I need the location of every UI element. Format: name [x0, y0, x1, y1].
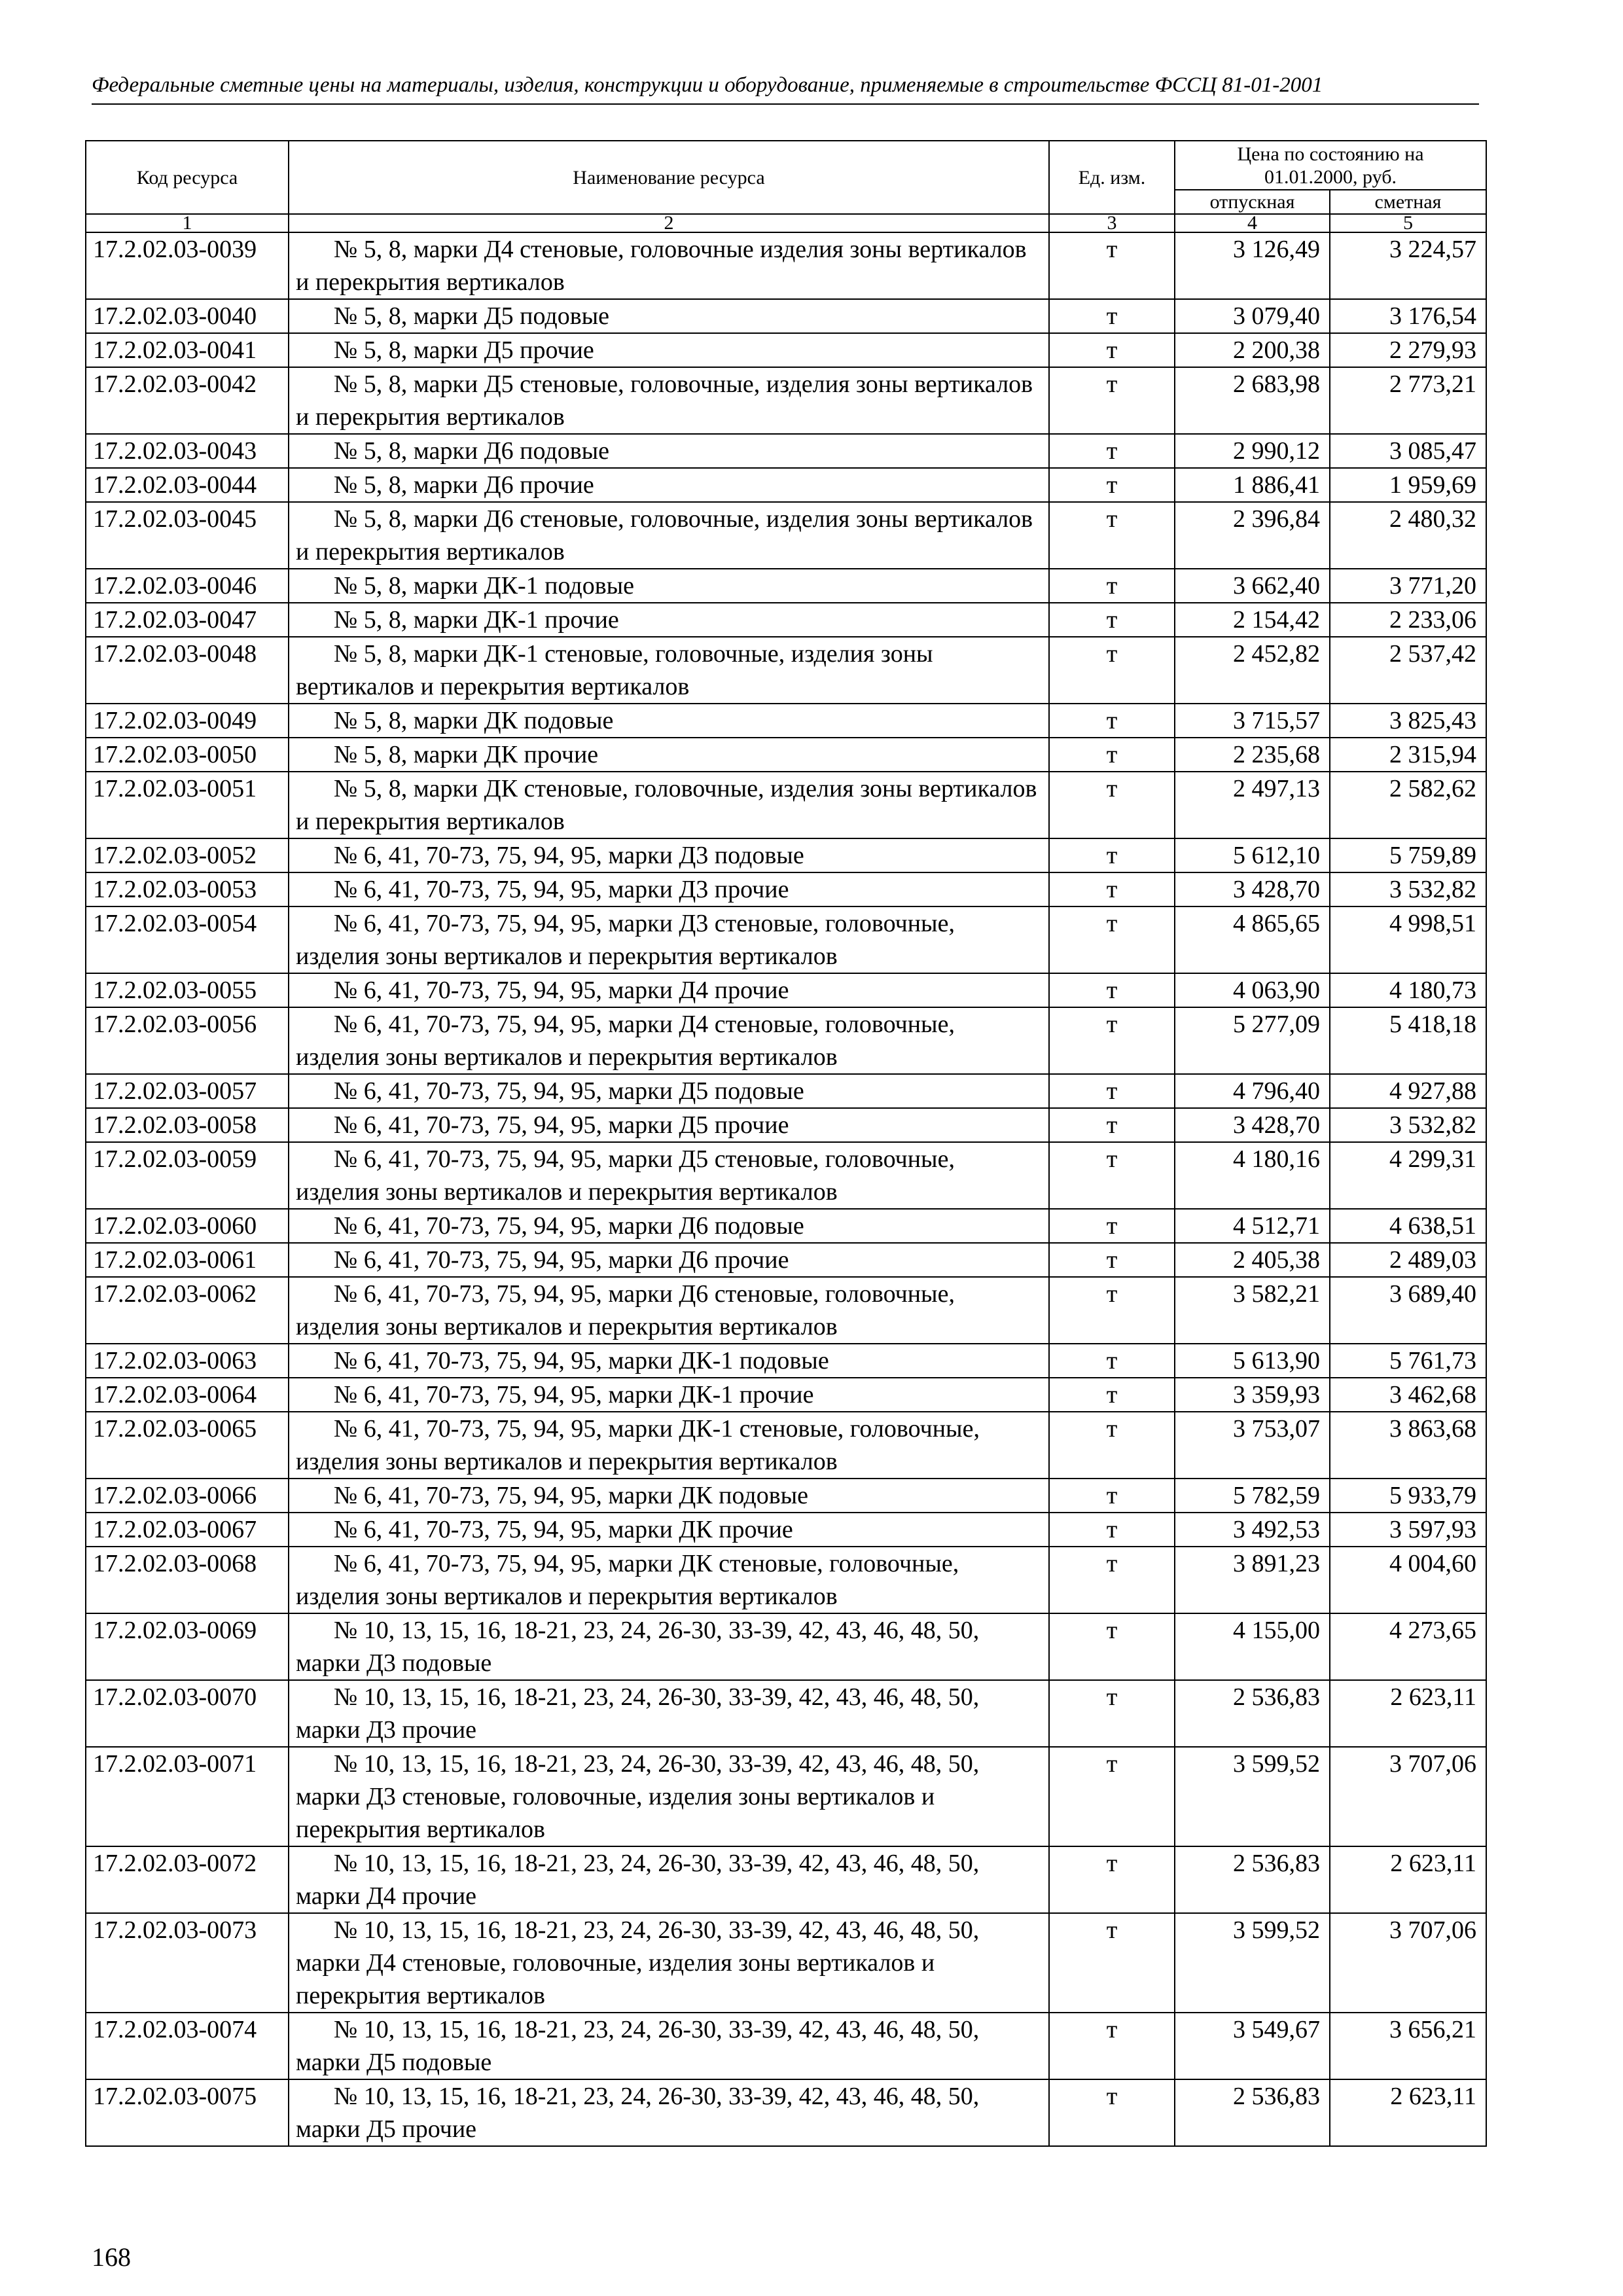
resource-name-text: № 6, 41, 70-73, 75, 94, 95, марки ДК-1 стеновые, головочные, изделия зоны вертикалов и перекрытия вертикалов	[296, 1415, 980, 1475]
unit: т	[1049, 1412, 1175, 1479]
estimate-price: 3 532,82	[1330, 872, 1486, 906]
unit: т	[1049, 1007, 1175, 1074]
release-price: 2 200,38	[1175, 333, 1330, 367]
resource-name	[289, 973, 1049, 1007]
release-price: 3 079,40	[1175, 299, 1330, 333]
resource-name-text: № 6, 41, 70-73, 75, 94, 95, марки Д4 стеновые, головочные, изделия зоны вертикалов и перекрытия вертикалов	[296, 1011, 955, 1071]
table-row	[86, 299, 1486, 333]
unit: т	[1049, 973, 1175, 1007]
table-row	[86, 1108, 1486, 1142]
resource-name	[289, 1007, 1049, 1074]
release-price: 3 126,49	[1175, 232, 1330, 299]
resource-name	[289, 906, 1049, 973]
estimate-price: 2 773,21	[1330, 367, 1486, 434]
estimate-price: 3 462,68	[1330, 1378, 1486, 1412]
resource-code: 17.2.02.03-0067	[86, 1513, 289, 1547]
resource-code: 17.2.02.03-0041	[86, 333, 289, 367]
column-number-row	[86, 214, 1486, 232]
resource-name-text: № 6, 41, 70-73, 75, 94, 95, марки ДК-1 подовые	[334, 1347, 829, 1374]
resource-name	[289, 1108, 1049, 1142]
release-price: 2 405,38	[1175, 1243, 1330, 1277]
unit: т	[1049, 333, 1175, 367]
release-price: 3 428,70	[1175, 872, 1330, 906]
unit: т	[1049, 1142, 1175, 1209]
table-row	[86, 872, 1486, 906]
unit: т	[1049, 1747, 1175, 1846]
resource-name	[289, 872, 1049, 906]
estimate-price: 3 707,06	[1330, 1913, 1486, 2013]
table-row	[86, 1142, 1486, 1209]
table-row	[86, 973, 1486, 1007]
release-price: 2 536,83	[1175, 1846, 1330, 1913]
resource-name-text: № 6, 41, 70-73, 75, 94, 95, марки Д5 подовые	[334, 1077, 804, 1105]
release-price: 3 599,52	[1175, 1913, 1330, 2013]
resource-code: 17.2.02.03-0062	[86, 1277, 289, 1344]
unit: т	[1049, 1547, 1175, 1613]
resource-code: 17.2.02.03-0050	[86, 738, 289, 772]
resource-code: 17.2.02.03-0040	[86, 299, 289, 333]
table-row	[86, 1074, 1486, 1108]
unit: т	[1049, 434, 1175, 468]
table-row	[86, 1412, 1486, 1479]
resource-name	[289, 1074, 1049, 1108]
resource-name	[289, 2079, 1049, 2146]
unit: т	[1049, 872, 1175, 906]
resource-code: 17.2.02.03-0049	[86, 704, 289, 738]
resource-code: 17.2.02.03-0061	[86, 1243, 289, 1277]
unit: т	[1049, 299, 1175, 333]
table-row	[86, 1378, 1486, 1412]
resource-name-text: № 6, 41, 70-73, 75, 94, 95, марки Д4 прочие	[334, 977, 789, 1004]
unit: т	[1049, 1277, 1175, 1344]
unit: т	[1049, 468, 1175, 502]
estimate-price: 4 273,65	[1330, 1613, 1486, 1680]
estimate-price: 3 176,54	[1330, 299, 1486, 333]
table-row	[86, 1513, 1486, 1547]
resource-code: 17.2.02.03-0073	[86, 1913, 289, 2013]
column-number: 5	[1330, 214, 1486, 232]
release-price: 2 990,12	[1175, 434, 1330, 468]
resource-code: 17.2.02.03-0054	[86, 906, 289, 973]
unit: т	[1049, 1243, 1175, 1277]
release-price: 2 536,83	[1175, 2079, 1330, 2146]
resource-code: 17.2.02.03-0058	[86, 1108, 289, 1142]
resource-name	[289, 1277, 1049, 1344]
column-number: 2	[289, 214, 1049, 232]
estimate-price: 3 771,20	[1330, 569, 1486, 603]
unit: т	[1049, 569, 1175, 603]
estimate-price: 2 582,62	[1330, 772, 1486, 838]
unit: т	[1049, 1209, 1175, 1243]
resource-name-text: № 6, 41, 70-73, 75, 94, 95, марки Д5 стеновые, головочные, изделия зоны вертикалов и перекрытия вертикалов	[296, 1145, 955, 1206]
unit: т	[1049, 1846, 1175, 1913]
resource-name	[289, 1209, 1049, 1243]
release-price: 3 492,53	[1175, 1513, 1330, 1547]
estimate-price: 3 863,68	[1330, 1412, 1486, 1479]
column-number: 4	[1175, 214, 1330, 232]
resource-code: 17.2.02.03-0057	[86, 1074, 289, 1108]
unit: т	[1049, 1913, 1175, 2013]
unit: т	[1049, 1479, 1175, 1513]
resource-code: 17.2.02.03-0055	[86, 973, 289, 1007]
release-price: 2 235,68	[1175, 738, 1330, 772]
estimate-price: 5 933,79	[1330, 1479, 1486, 1513]
column-header-name: Наименование ресурса	[289, 141, 1049, 214]
table-row	[86, 637, 1486, 704]
table-row	[86, 838, 1486, 872]
resource-code: 17.2.02.03-0048	[86, 637, 289, 704]
column-number: 3	[1049, 214, 1175, 232]
table-row	[86, 772, 1486, 838]
table-row	[86, 1479, 1486, 1513]
resource-name	[289, 1243, 1049, 1277]
resource-name-text: № 5, 8, марки ДК подовые	[334, 707, 614, 734]
resource-name-text: № 6, 41, 70-73, 75, 94, 95, марки Д6 подовые	[334, 1212, 804, 1240]
column-header-estimate-price: сметная	[1330, 190, 1486, 214]
resource-code: 17.2.02.03-0064	[86, 1378, 289, 1412]
estimate-price: 2 623,11	[1330, 1846, 1486, 1913]
resource-code: 17.2.02.03-0044	[86, 468, 289, 502]
estimate-price: 2 480,32	[1330, 502, 1486, 569]
column-header-price-line2: 01.01.2000, руб.	[1264, 166, 1397, 188]
resource-code: 17.2.02.03-0047	[86, 603, 289, 637]
unit: т	[1049, 1074, 1175, 1108]
release-price: 2 536,83	[1175, 1680, 1330, 1747]
release-price: 3 582,21	[1175, 1277, 1330, 1344]
estimate-price: 5 418,18	[1330, 1007, 1486, 1074]
resource-name-text: № 10, 13, 15, 16, 18-21, 23, 24, 26-30, 33-39, 42, 43, 46, 48, 50, марки Д3 стеновые, головочные, изделия зоны вертикалов и перекрытия вертикалов	[296, 1750, 980, 1843]
release-price: 5 612,10	[1175, 838, 1330, 872]
resource-code: 17.2.02.03-0052	[86, 838, 289, 872]
estimate-price: 4 927,88	[1330, 1074, 1486, 1108]
release-price: 5 782,59	[1175, 1479, 1330, 1513]
release-price: 4 063,90	[1175, 973, 1330, 1007]
resource-name	[289, 738, 1049, 772]
resource-name-text: № 5, 8, марки ДК стеновые, головочные, изделия зоны вертикалов и перекрытия вертикалов	[296, 775, 1037, 835]
resource-code: 17.2.02.03-0051	[86, 772, 289, 838]
unit: т	[1049, 637, 1175, 704]
resource-name-text: № 5, 8, марки ДК-1 подовые	[334, 572, 635, 600]
resource-name	[289, 1913, 1049, 2013]
resource-name	[289, 1479, 1049, 1513]
release-price: 4 796,40	[1175, 1074, 1330, 1108]
resource-name	[289, 1378, 1049, 1412]
unit: т	[1049, 2013, 1175, 2079]
unit: т	[1049, 502, 1175, 569]
table-row	[86, 603, 1486, 637]
unit: т	[1049, 1680, 1175, 1747]
release-price: 1 886,41	[1175, 468, 1330, 502]
resource-name	[289, 1142, 1049, 1209]
resource-name	[289, 333, 1049, 367]
estimate-price: 3 597,93	[1330, 1513, 1486, 1547]
release-price: 3 599,52	[1175, 1747, 1330, 1846]
resource-name-text: № 6, 41, 70-73, 75, 94, 95, марки Д3 прочие	[334, 876, 789, 903]
header-rule	[92, 103, 1479, 105]
release-price: 5 613,90	[1175, 1344, 1330, 1378]
resource-code: 17.2.02.03-0056	[86, 1007, 289, 1074]
release-price: 2 683,98	[1175, 367, 1330, 434]
table-row	[86, 2079, 1486, 2146]
estimate-price: 3 689,40	[1330, 1277, 1486, 1344]
unit: т	[1049, 1613, 1175, 1680]
resource-name-text: № 5, 8, марки ДК-1 стеновые, головочные, изделия зоны вертикалов и перекрытия вертикалов	[296, 640, 933, 700]
resource-name	[289, 367, 1049, 434]
table-row	[86, 1547, 1486, 1613]
page-number: 168	[92, 2242, 131, 2272]
resource-code: 17.2.02.03-0060	[86, 1209, 289, 1243]
resource-code: 17.2.02.03-0066	[86, 1479, 289, 1513]
resource-name-text: № 6, 41, 70-73, 75, 94, 95, марки Д3 подовые	[334, 842, 804, 869]
resource-code: 17.2.02.03-0063	[86, 1344, 289, 1378]
resource-code: 17.2.02.03-0039	[86, 232, 289, 299]
resource-name-text: № 5, 8, марки Д4 стеновые, головочные изделия зоны вертикалов и перекрытия вертикалов	[296, 236, 1027, 296]
unit: т	[1049, 1108, 1175, 1142]
resource-name	[289, 1344, 1049, 1378]
estimate-price: 2 279,93	[1330, 333, 1486, 367]
table-row	[86, 1209, 1486, 1243]
resource-name	[289, 772, 1049, 838]
resource-name-text: № 6, 41, 70-73, 75, 94, 95, марки ДК стеновые, головочные, изделия зоны вертикалов и перекрытия вертикалов	[296, 1550, 959, 1610]
table-row	[86, 569, 1486, 603]
unit: т	[1049, 232, 1175, 299]
unit: т	[1049, 906, 1175, 973]
document-header-title: Федеральные сметные цены на материалы, изделия, конструкции и оборудование, применяемые в строительстве ФССЦ 81-01-2001	[92, 73, 1323, 97]
column-header-price-line1: Цена по состоянию на	[1237, 143, 1424, 165]
estimate-price: 4 004,60	[1330, 1547, 1486, 1613]
release-price: 3 715,57	[1175, 704, 1330, 738]
estimate-price: 5 759,89	[1330, 838, 1486, 872]
release-price: 2 396,84	[1175, 502, 1330, 569]
resource-name	[289, 2013, 1049, 2079]
unit: т	[1049, 1513, 1175, 1547]
resource-name	[289, 1846, 1049, 1913]
release-price: 3 753,07	[1175, 1412, 1330, 1479]
column-header-code: Код ресурса	[86, 141, 289, 214]
table-row	[86, 333, 1486, 367]
table-row	[86, 1243, 1486, 1277]
price-table	[85, 140, 1487, 2147]
release-price: 3 428,70	[1175, 1108, 1330, 1142]
release-price: 2 452,82	[1175, 637, 1330, 704]
release-price: 4 155,00	[1175, 1613, 1330, 1680]
estimate-price: 2 233,06	[1330, 603, 1486, 637]
table-row	[86, 502, 1486, 569]
unit: т	[1049, 1344, 1175, 1378]
column-header-unit: Ед. изм.	[1049, 141, 1175, 214]
release-price: 2 497,13	[1175, 772, 1330, 838]
resource-name	[289, 1412, 1049, 1479]
release-price: 3 891,23	[1175, 1547, 1330, 1613]
release-price: 4 512,71	[1175, 1209, 1330, 1243]
unit: т	[1049, 603, 1175, 637]
resource-name	[289, 232, 1049, 299]
resource-name	[289, 468, 1049, 502]
resource-code: 17.2.02.03-0065	[86, 1412, 289, 1479]
unit: т	[1049, 838, 1175, 872]
estimate-price: 4 299,31	[1330, 1142, 1486, 1209]
resource-name-text: № 5, 8, марки Д6 прочие	[334, 471, 594, 499]
estimate-price: 3 656,21	[1330, 2013, 1486, 2079]
resource-name-text: № 10, 13, 15, 16, 18-21, 23, 24, 26-30, 33-39, 42, 43, 46, 48, 50, марки Д3 прочие	[296, 1683, 980, 1744]
estimate-price: 3 825,43	[1330, 704, 1486, 738]
release-price: 3 549,67	[1175, 2013, 1330, 2079]
estimate-price: 3 085,47	[1330, 434, 1486, 468]
table-row	[86, 2013, 1486, 2079]
resource-code: 17.2.02.03-0043	[86, 434, 289, 468]
resource-name-text: № 6, 41, 70-73, 75, 94, 95, марки ДК-1 прочие	[334, 1381, 814, 1408]
unit: т	[1049, 1378, 1175, 1412]
resource-code: 17.2.02.03-0053	[86, 872, 289, 906]
resource-code: 17.2.02.03-0046	[86, 569, 289, 603]
table-row	[86, 738, 1486, 772]
release-price: 4 865,65	[1175, 906, 1330, 973]
unit: т	[1049, 738, 1175, 772]
resource-code: 17.2.02.03-0042	[86, 367, 289, 434]
resource-name-text: № 6, 41, 70-73, 75, 94, 95, марки Д6 прочие	[334, 1246, 789, 1274]
unit: т	[1049, 772, 1175, 838]
resource-name-text: № 6, 41, 70-73, 75, 94, 95, марки ДК прочие	[334, 1516, 793, 1543]
resource-name-text: № 10, 13, 15, 16, 18-21, 23, 24, 26-30, 33-39, 42, 43, 46, 48, 50, марки Д3 подовые	[296, 1617, 980, 1677]
resource-name-text: № 10, 13, 15, 16, 18-21, 23, 24, 26-30, 33-39, 42, 43, 46, 48, 50, марки Д5 подовые	[296, 2016, 980, 2076]
table-row	[86, 468, 1486, 502]
resource-name-text: № 6, 41, 70-73, 75, 94, 95, марки Д5 прочие	[334, 1111, 789, 1139]
resource-name	[289, 1680, 1049, 1747]
resource-name-text: № 6, 41, 70-73, 75, 94, 95, марки Д3 стеновые, головочные, изделия зоны вертикалов и перекрытия вертикалов	[296, 910, 955, 970]
resource-code: 17.2.02.03-0072	[86, 1846, 289, 1913]
table-row	[86, 1277, 1486, 1344]
resource-name	[289, 1513, 1049, 1547]
table-row	[86, 434, 1486, 468]
resource-code: 17.2.02.03-0069	[86, 1613, 289, 1680]
table-row	[86, 1846, 1486, 1913]
unit: т	[1049, 2079, 1175, 2146]
resource-name	[289, 569, 1049, 603]
estimate-price: 5 761,73	[1330, 1344, 1486, 1378]
resource-name-text: № 5, 8, марки Д5 прочие	[334, 336, 594, 364]
estimate-price: 1 959,69	[1330, 468, 1486, 502]
resource-name	[289, 603, 1049, 637]
resource-name	[289, 838, 1049, 872]
resource-name-text: № 10, 13, 15, 16, 18-21, 23, 24, 26-30, 33-39, 42, 43, 46, 48, 50, марки Д4 стеновые, головочные, изделия зоны вертикалов и перекрытия вертикалов	[296, 1916, 980, 2009]
unit: т	[1049, 367, 1175, 434]
estimate-price: 3 707,06	[1330, 1747, 1486, 1846]
unit: т	[1049, 704, 1175, 738]
resource-code: 17.2.02.03-0070	[86, 1680, 289, 1747]
resource-name-text: № 5, 8, марки ДК прочие	[334, 741, 599, 768]
resource-name	[289, 502, 1049, 569]
resource-name	[289, 1547, 1049, 1613]
release-price: 3 359,93	[1175, 1378, 1330, 1412]
resource-name-text: № 5, 8, марки Д6 стеновые, головочные, изделия зоны вертикалов и перекрытия вертикалов	[296, 505, 1033, 565]
release-price: 5 277,09	[1175, 1007, 1330, 1074]
resource-name-text: № 5, 8, марки Д5 подовые	[334, 302, 610, 330]
table-row	[86, 1344, 1486, 1378]
resource-name-text: № 6, 41, 70-73, 75, 94, 95, марки ДК подовые	[334, 1482, 809, 1509]
release-price: 2 154,42	[1175, 603, 1330, 637]
resource-name	[289, 704, 1049, 738]
estimate-price: 2 315,94	[1330, 738, 1486, 772]
table-row	[86, 704, 1486, 738]
table-row	[86, 1007, 1486, 1074]
estimate-price: 2 623,11	[1330, 1680, 1486, 1747]
column-header-price	[1175, 141, 1486, 190]
resource-code: 17.2.02.03-0071	[86, 1747, 289, 1846]
resource-name	[289, 637, 1049, 704]
resource-name	[289, 1613, 1049, 1680]
resource-code: 17.2.02.03-0074	[86, 2013, 289, 2079]
resource-name-text: № 5, 8, марки Д5 стеновые, головочные, изделия зоны вертикалов и перекрытия вертикалов	[296, 370, 1033, 431]
estimate-price: 4 638,51	[1330, 1209, 1486, 1243]
resource-name	[289, 299, 1049, 333]
estimate-price: 2 537,42	[1330, 637, 1486, 704]
table-row	[86, 906, 1486, 973]
table-row	[86, 232, 1486, 299]
resource-code: 17.2.02.03-0068	[86, 1547, 289, 1613]
resource-name-text: № 5, 8, марки ДК-1 прочие	[334, 606, 619, 634]
table-row	[86, 1747, 1486, 1846]
column-header-release-price: отпускная	[1175, 190, 1330, 214]
release-price: 3 662,40	[1175, 569, 1330, 603]
estimate-price: 2 489,03	[1330, 1243, 1486, 1277]
resource-name-text: № 10, 13, 15, 16, 18-21, 23, 24, 26-30, 33-39, 42, 43, 46, 48, 50, марки Д4 прочие	[296, 1850, 980, 1910]
estimate-price: 4 998,51	[1330, 906, 1486, 973]
resource-code: 17.2.02.03-0059	[86, 1142, 289, 1209]
resource-name-text: № 6, 41, 70-73, 75, 94, 95, марки Д6 стеновые, головочные, изделия зоны вертикалов и перекрытия вертикалов	[296, 1280, 955, 1340]
estimate-price: 3 532,82	[1330, 1108, 1486, 1142]
estimate-price: 4 180,73	[1330, 973, 1486, 1007]
table-row	[86, 1613, 1486, 1680]
resource-code: 17.2.02.03-0075	[86, 2079, 289, 2146]
estimate-price: 2 623,11	[1330, 2079, 1486, 2146]
resource-name	[289, 1747, 1049, 1846]
table-row	[86, 1913, 1486, 2013]
resource-name	[289, 434, 1049, 468]
table-row	[86, 1680, 1486, 1747]
estimate-price: 3 224,57	[1330, 232, 1486, 299]
table-row	[86, 367, 1486, 434]
column-number: 1	[86, 214, 289, 232]
resource-name-text: № 5, 8, марки Д6 подовые	[334, 437, 610, 465]
resource-code: 17.2.02.03-0045	[86, 502, 289, 569]
release-price: 4 180,16	[1175, 1142, 1330, 1209]
resource-name-text: № 10, 13, 15, 16, 18-21, 23, 24, 26-30, 33-39, 42, 43, 46, 48, 50, марки Д5 прочие	[296, 2083, 980, 2143]
